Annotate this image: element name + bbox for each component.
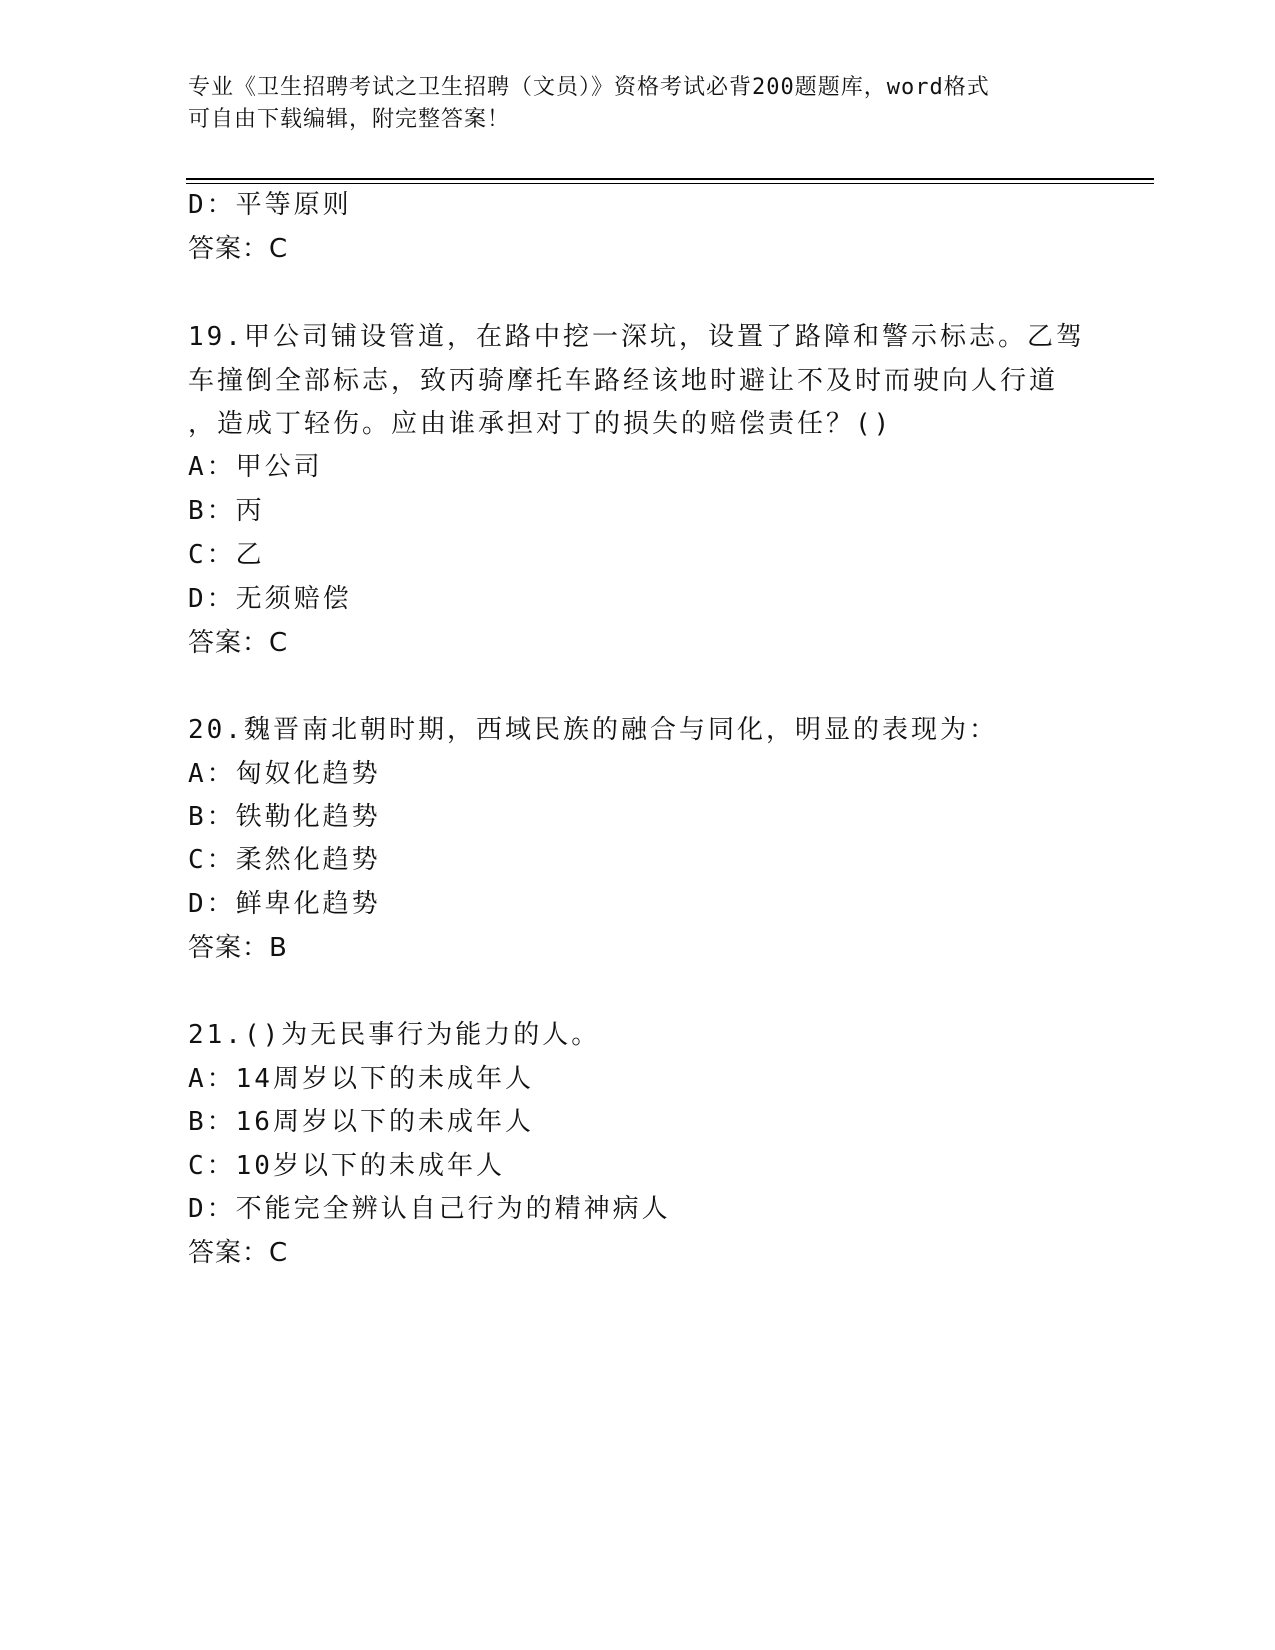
- document-header: [188, 72, 1088, 136]
- q19-option-a: A：甲公司: [188, 452, 323, 482]
- q19-stem-line-3: ，造成丁轻伤。应由谁承担对丁的损失的赔偿责任？(): [188, 409, 893, 439]
- q20-option-b: B：铁勒化趋势: [188, 802, 381, 832]
- q20-stem: 20.魏晋南北朝时期，西域民族的融合与同化，明显的表现为：: [188, 715, 998, 745]
- header-title-line-2: 可自由下载编辑，附完整答案！: [188, 107, 511, 132]
- q19-answer: 答案：C: [188, 628, 289, 658]
- q21-stem: 21.()为无民事行为能力的人。: [188, 1020, 601, 1050]
- header-divider-thin: [186, 183, 1154, 184]
- q20-option-c: C：柔然化趋势: [188, 845, 381, 875]
- q21-answer: 答案：C: [188, 1238, 289, 1268]
- q21-option-c: C：10岁以下的未成年人: [188, 1151, 505, 1181]
- q19-option-b: B：丙: [188, 496, 265, 526]
- q21-option-d: D：不能完全辨认自己行为的精神病人: [188, 1194, 671, 1224]
- prev-answer: 答案：C: [188, 234, 289, 264]
- q19-option-d: D：无须赔偿: [188, 584, 352, 614]
- q19-stem-line-2: 车撞倒全部标志，致丙骑摩托车路经该地时避让不及时而驶向人行道: [188, 366, 1059, 396]
- q19-stem-line-1: 19.甲公司铺设管道，在路中挖一深坑，设置了路障和警示标志。乙驾: [188, 322, 1085, 352]
- prev-option-d: D：平等原则: [188, 190, 352, 220]
- header-title-line-1: 专业《卫生招聘考试之卫生招聘（文员）》资格考试必背200题题库，word格式: [188, 75, 990, 100]
- q20-option-a: A：匈奴化趋势: [188, 759, 381, 789]
- q20-answer: 答案：B: [188, 933, 288, 963]
- q20-option-d: D：鲜卑化趋势: [188, 889, 381, 919]
- q19-option-c: C：乙: [188, 540, 265, 570]
- q21-option-a: A：14周岁以下的未成年人: [188, 1064, 534, 1094]
- header-divider-thick: [186, 178, 1154, 180]
- q21-option-b: B：16周岁以下的未成年人: [188, 1107, 534, 1137]
